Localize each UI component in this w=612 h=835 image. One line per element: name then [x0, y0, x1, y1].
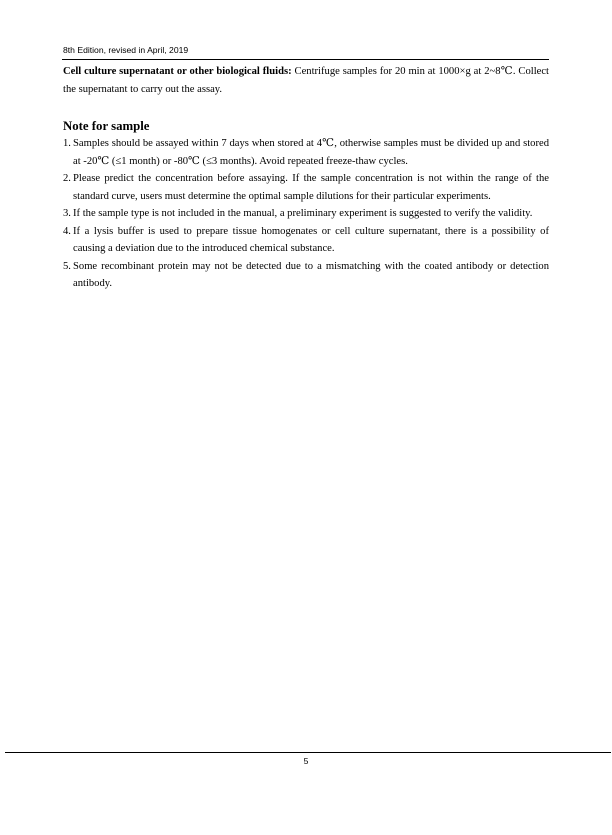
page-number: 5: [303, 756, 309, 766]
note-number: 2.: [63, 173, 71, 184]
notes-title: Note for sample: [63, 119, 150, 133]
note-text: Samples should be assayed within 7 days when stored at 4℃, otherwise samples must be divided up and stored at -20℃ (≤1 month) or -80℃ (≤3 months). Avoid repeated freeze-thaw cycles.: [73, 138, 549, 167]
header-edition: 8th Edition, revised in April, 2019: [63, 45, 189, 55]
note-text: If a lysis buffer is used to prepare tissue homogenates or cell culture supernatant, there is a possibility of causing a deviation due to the introduced chemical substance.: [73, 225, 549, 254]
note-number: 3.: [63, 208, 71, 219]
page-content: [63, 63, 549, 293]
note-number: 4.: [63, 225, 71, 237]
note-item-4: [63, 223, 549, 258]
note-item-2: [63, 170, 549, 205]
intro-paragraph: [63, 63, 549, 98]
note-text: Some recombinant protein may not be detected due to a mismatching with the coated antibody or detection antibody.: [73, 260, 549, 289]
note-item-1: [63, 135, 549, 170]
note-item-5: [63, 258, 549, 293]
note-number: 5.: [63, 260, 71, 272]
footer-divider: [5, 752, 611, 753]
notes-list: [63, 135, 549, 293]
intro-text: Centrifuge samples for 20 min at 1000×g at 2~8℃. Collect the supernatant to carry out the assay.: [63, 66, 550, 95]
note-item-3: [63, 205, 549, 223]
intro-label: Cell culture supernatant or other biological fluids:: [63, 66, 292, 77]
header-divider: [62, 59, 549, 60]
note-number: 1.: [63, 138, 71, 149]
note-text: If the sample type is not included in the manual, a preliminary experiment is suggested to verify the validity.: [73, 208, 533, 219]
note-text: Please predict the concentration before assaying. If the sample concentration is not within the range of the standard curve, users must determine the optimal sample dilutions for their particular experiments.: [73, 173, 549, 202]
